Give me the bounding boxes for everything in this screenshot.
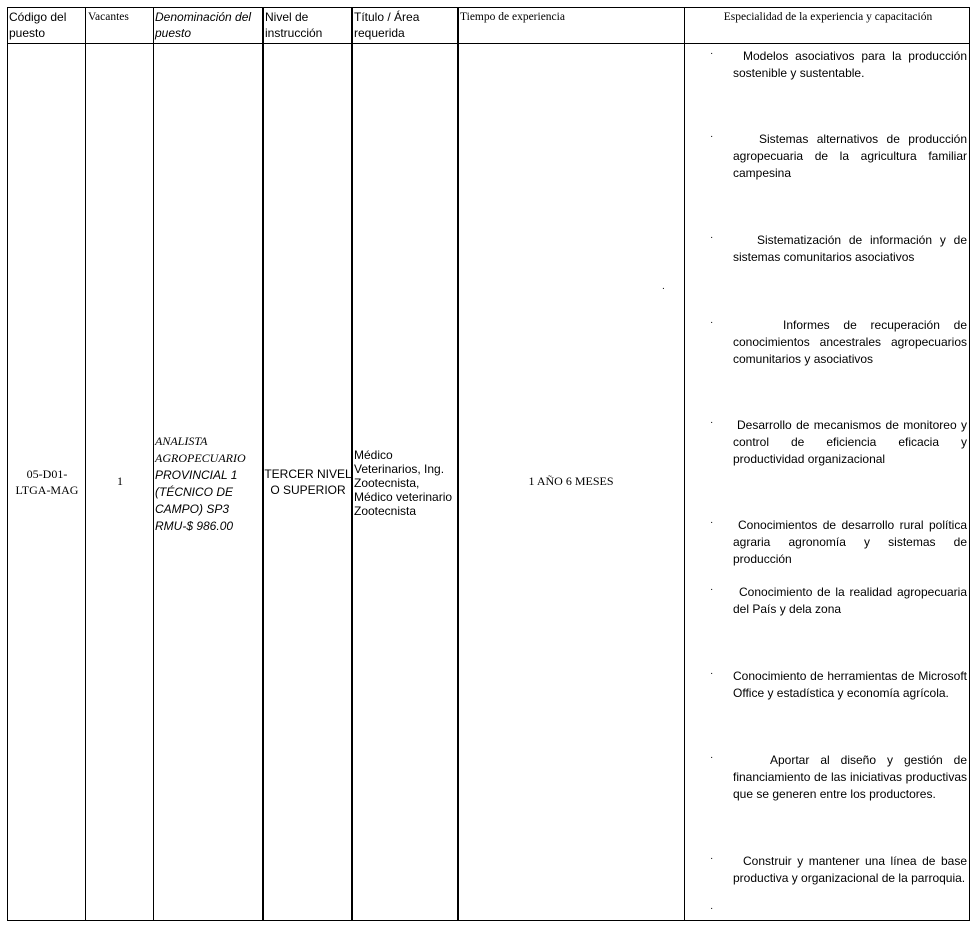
header-denominacion: Denominación del puesto bbox=[155, 10, 252, 40]
list-item: Sistematización de información y de sistemas comunitarios asociativos bbox=[733, 233, 967, 264]
bullet: · bbox=[710, 853, 714, 864]
bullet: · bbox=[710, 752, 714, 763]
bullet: · bbox=[710, 48, 714, 59]
bullet: · bbox=[710, 517, 714, 528]
bullet: · bbox=[710, 417, 714, 428]
cell-codigo: 05-D01-LTGA-MAG bbox=[15, 467, 79, 497]
column-divider bbox=[351, 8, 353, 920]
bullet: · bbox=[710, 131, 714, 142]
list-item: Construir y mantener una línea de base productiva y organizacional de la parroquia. bbox=[733, 854, 967, 885]
cell-denominacion bbox=[155, 433, 261, 535]
list-item: Desarrollo de mecanismos de monitoreo y control de eficiencia eficacia y productividad organizacional bbox=[733, 418, 967, 466]
list-item: Sistemas alternativos de producción agropecuaria de la agricultura familiar campesina bbox=[733, 132, 967, 180]
job-table bbox=[7, 7, 970, 921]
header-divider bbox=[8, 43, 969, 44]
stray-mark: . bbox=[662, 281, 665, 292]
column-divider bbox=[684, 8, 685, 920]
bullet: · bbox=[710, 317, 714, 328]
header-codigo: Código del puesto bbox=[9, 10, 67, 40]
column-divider bbox=[153, 8, 154, 920]
list-item: Conocimiento de herramientas de Microsoft Office y estadística y economía agrícola. bbox=[733, 669, 967, 700]
bullet: · bbox=[710, 584, 714, 595]
header-titulo: Título / Área requerida bbox=[354, 10, 420, 40]
header-vacantes: Vacantes bbox=[88, 11, 129, 23]
cell-titulo: Médico Veterinarios, Ing. Zootecnista, Médico veterinario Zootecnista bbox=[354, 448, 453, 518]
cell-vacantes: 1 bbox=[117, 474, 123, 488]
column-divider bbox=[457, 8, 459, 920]
denominacion-line-2: PROVINCIAL 1 (TÉCNICO DE CAMPO) SP3 RMU-$ 986.00 bbox=[155, 468, 238, 533]
list-item: Conocimiento de la realidad agropecuaria del País y dela zona bbox=[733, 585, 967, 616]
header-nivel: Nivel de instrucción bbox=[265, 10, 323, 40]
column-divider bbox=[262, 8, 264, 920]
list-item: Modelos asociativos para la producción sostenible y sustentable. bbox=[733, 49, 967, 80]
bullet: · bbox=[710, 903, 714, 914]
header-especialidad: Especialidad de la experiencia y capacitación bbox=[723, 11, 933, 23]
column-divider bbox=[85, 8, 86, 920]
list-item: Conocimientos de desarrollo rural política agraria agronomía y sistemas de producción bbox=[733, 518, 967, 566]
cell-tiempo bbox=[459, 474, 683, 489]
list-item: Aportar al diseño y gestión de financiamiento de las iniciativas productivas que se generen entre los productores. bbox=[733, 753, 967, 801]
list-item: Informes de recuperación de conocimientos ancestrales agropecuarios comunitarios y asociativos bbox=[733, 318, 967, 366]
tiempo-value: 1 AÑO 6 MESES bbox=[528, 474, 614, 488]
bullet: · bbox=[710, 232, 714, 243]
header-tiempo: Tiempo de experiencia bbox=[460, 11, 565, 23]
cell-nivel: TERCER NIVEL O SUPERIOR bbox=[264, 467, 352, 497]
bullet: · bbox=[710, 668, 714, 679]
denominacion-line-1: ANALISTA AGROPECUARIO bbox=[155, 434, 246, 465]
